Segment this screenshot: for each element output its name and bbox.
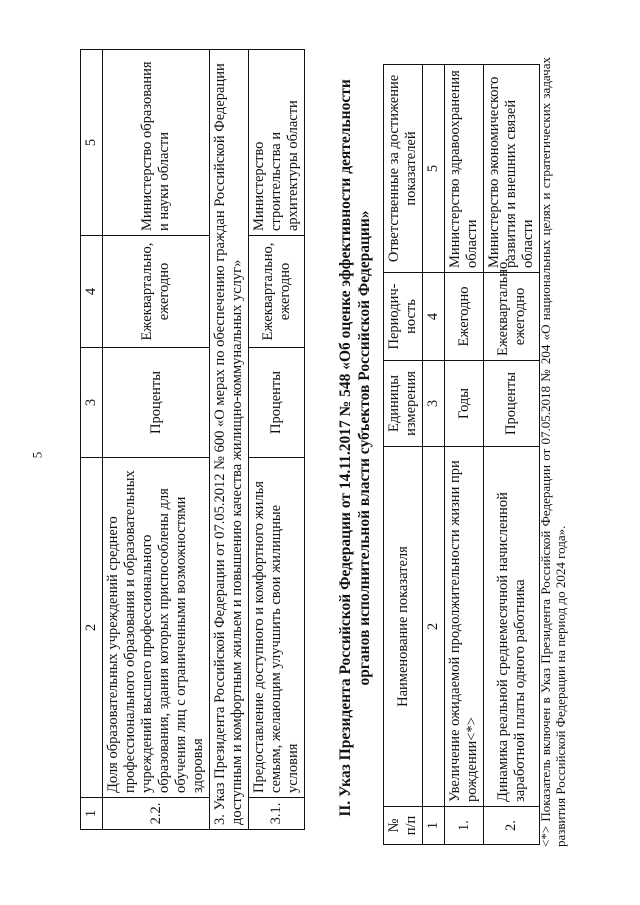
responsible: Министерство экономического развития и внешних связей области <box>484 65 540 273</box>
row-number: 2.2. <box>103 798 210 830</box>
header-cell: 2 <box>81 458 103 798</box>
header-cell: 4 <box>81 236 103 348</box>
row-number: 3.1. <box>249 798 305 830</box>
header-cell: № п/п <box>384 807 423 845</box>
header-cell: 5 <box>423 65 445 273</box>
indicator-name: Динамика реальной среднемесячной начисленной заработной платы одного работника <box>484 447 540 807</box>
header-cell: 1 <box>423 807 445 845</box>
header-cell: 1 <box>81 798 103 830</box>
section-heading: 3. Указ Президента Российской Федерации от 07.05.2012 № 600 «О мерах по обеспечению граждан Российской Федерации доступным и комфортным жильем и повышению качества жилищно-коммунальных услуг» <box>210 50 249 830</box>
header-cell: 4 <box>423 273 445 361</box>
header-cell: Периодич-ность <box>384 273 423 361</box>
periodicity: Ежегодно <box>445 273 484 361</box>
periodicity: Ежеквартально, ежегодно <box>249 236 305 348</box>
header-cell: Ответственные за достижение показателей <box>384 65 423 273</box>
unit: Проценты <box>484 361 540 447</box>
table-row <box>103 50 210 830</box>
periodicity: Ежеквартально, ежегодно <box>103 236 210 348</box>
section-row <box>210 50 249 830</box>
header-cell: 2 <box>423 447 445 807</box>
unit: Годы <box>445 361 484 447</box>
header-cell: Наименование показателя <box>384 447 423 807</box>
header-cell: Единицы измерения <box>384 361 423 447</box>
table-header-numbers <box>81 50 103 830</box>
section-title: II. Указ Президента Российской Федерации от 14.11.2017 № 548 «Об оценке эффективности деятельности органов исполнительной власти субъектов Российской Федерации» <box>337 79 373 817</box>
page-number: 5 <box>29 451 45 459</box>
row-number: 2. <box>484 807 540 845</box>
table-row <box>445 65 484 845</box>
responsible: Министерство строительства и архитектуры области <box>249 50 305 236</box>
indicator-name: Доля образовательных учреждений среднего профессионального образования и образовательных учреждений высшего профессионального образования, здания которых приспособлены для обучения лиц с ограниченными возможностями здоровья <box>103 458 210 798</box>
unit: Проценты <box>249 348 305 458</box>
table-row <box>249 50 305 830</box>
table-row <box>484 65 540 845</box>
footnote: <*> Показатель включен в Указ Президента Российской Федерации от 07.05.2018 № 204 «О национальных целях и стратегических задачах развития Российской Федерации на период до 2024 года». <box>538 57 568 847</box>
table-header-numbers <box>423 65 445 845</box>
unit: Проценты <box>103 348 210 458</box>
periodicity: Ежеквартально, ежегодно <box>484 273 540 361</box>
table-header <box>384 65 423 845</box>
decree-548-indicators-table <box>383 64 540 845</box>
header-cell: 5 <box>81 50 103 236</box>
row-number: 1. <box>445 807 484 845</box>
header-cell: 3 <box>81 348 103 458</box>
indicators-table-continued <box>80 49 305 830</box>
responsible: Министерство образования и науки области <box>103 50 210 236</box>
header-cell: 3 <box>423 361 445 447</box>
indicator-name: Увеличение ожидаемой продолжительности жизни при рождении<*> <box>445 447 484 807</box>
indicator-name: Предоставление доступного и комфортного жилья семьям, желающим улучшить свои жилищные условия <box>249 458 305 798</box>
responsible: Министерство здравоохранения области <box>445 65 484 273</box>
